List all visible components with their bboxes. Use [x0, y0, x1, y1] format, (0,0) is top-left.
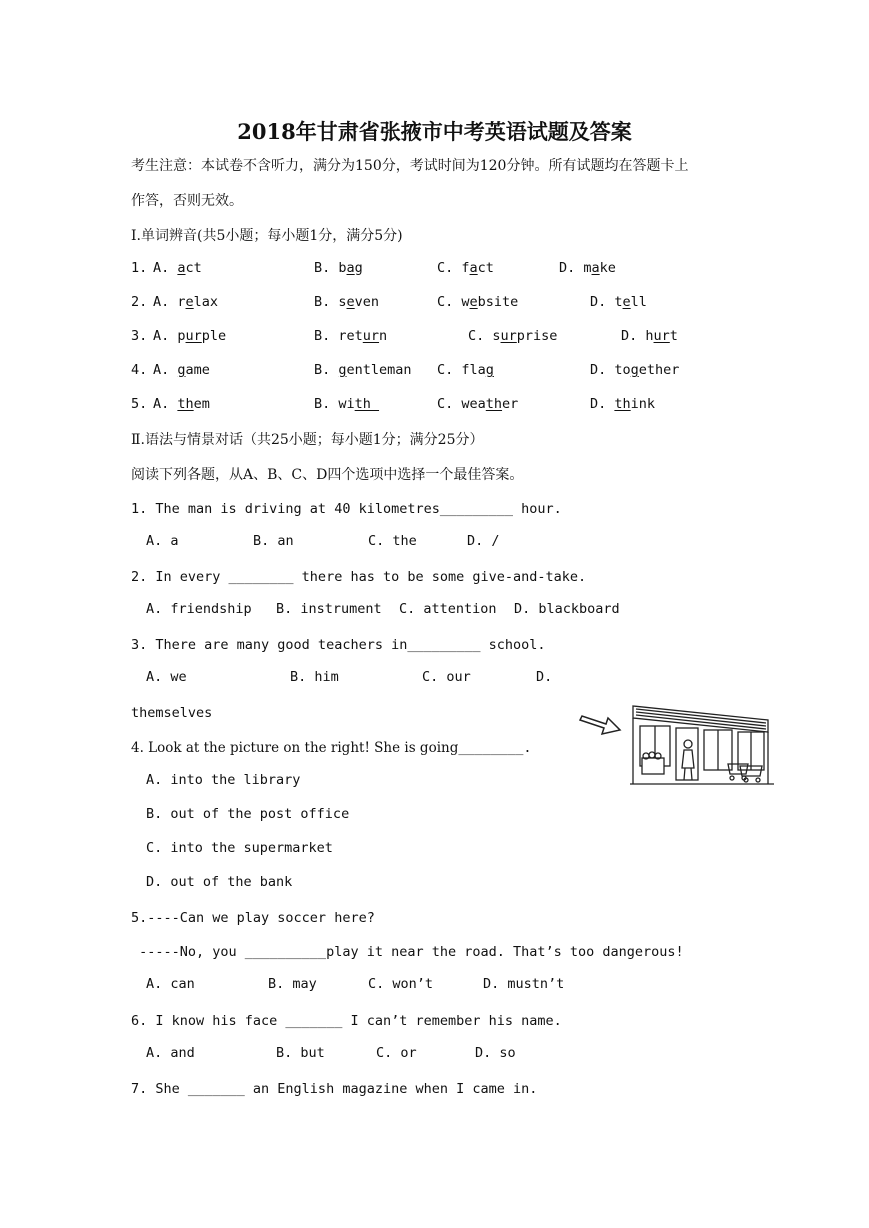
- page-title: 2018年甘肃省张掖市中考英语试题及答案: [237, 119, 632, 144]
- underlined-letters: a: [591, 260, 600, 276]
- option-label: B.: [314, 362, 339, 378]
- phonetics-q4-option-b: [314, 362, 412, 378]
- word-part: wi: [338, 396, 355, 412]
- word-part: wea: [461, 396, 486, 412]
- underlined-letters: e: [469, 294, 478, 310]
- phonetics-q1-option-b: [314, 260, 363, 276]
- phonetics-q2-option-c: [437, 294, 518, 310]
- word-part: bsite: [477, 294, 519, 310]
- word-part: ll: [630, 294, 647, 310]
- underlined-letters: e: [346, 294, 355, 310]
- question-3-stem: 3. There are many good teachers in_________ school.: [131, 637, 546, 653]
- q5-option-b: B. may: [268, 976, 317, 992]
- underlined-letters: g: [338, 362, 347, 378]
- phonetics-q3-option-d: [621, 328, 678, 344]
- option-label: D.: [559, 260, 584, 276]
- word-part: ct: [185, 260, 202, 276]
- underlined-letters: g: [177, 362, 186, 378]
- q5-option-c: C. won’t: [368, 976, 434, 992]
- underlined-letters: a: [177, 260, 186, 276]
- phonetics-q2-option-a: [153, 294, 218, 310]
- underlined-letters: th: [354, 396, 380, 412]
- notice-line-2: 作答，否则无效。: [131, 193, 243, 209]
- arrow-icon: [580, 716, 620, 734]
- q1-option-b: B. an: [253, 533, 294, 549]
- word-part: p: [177, 328, 186, 344]
- q4-option-a: A. into the library: [146, 772, 301, 788]
- word-part: g: [354, 260, 363, 276]
- underlined-letters: ur: [185, 328, 202, 344]
- option-label: A.: [153, 396, 178, 412]
- underlined-letters: th: [177, 396, 194, 412]
- word-part: ether: [638, 362, 680, 378]
- section-2-heading: Ⅱ.语法与情景对话（共25小题；每小题1分；满分25分）: [131, 432, 484, 448]
- underlined-letters: a: [469, 260, 478, 276]
- word-part: t: [614, 294, 623, 310]
- phonetics-q2-number: 2.: [131, 294, 148, 310]
- supermarket-picture: [578, 698, 780, 790]
- underlined-letters: g: [485, 362, 494, 378]
- word-part: s: [492, 328, 501, 344]
- word-part: ink: [630, 396, 656, 412]
- word-part: prise: [516, 328, 558, 344]
- option-label: B.: [314, 260, 339, 276]
- question-7-stem: 7. She _______ an English magazine when I came in.: [131, 1081, 538, 1097]
- underlined-letters: e: [185, 294, 194, 310]
- option-label: A.: [153, 294, 178, 310]
- word-part: m: [583, 260, 592, 276]
- phonetics-q5-option-d: [590, 396, 655, 412]
- option-label: B.: [314, 294, 339, 310]
- option-label: D.: [590, 362, 615, 378]
- word-part: entleman: [346, 362, 412, 378]
- phonetics-q3-option-a: [153, 328, 226, 344]
- word-part: ame: [185, 362, 210, 378]
- phonetics-q5-option-a: [153, 396, 210, 412]
- word-part: em: [193, 396, 210, 412]
- q4-option-c: C. into the supermarket: [146, 840, 333, 856]
- word-part: ret: [338, 328, 363, 344]
- underlined-letters: ur: [653, 328, 670, 344]
- underlined-letters: ur: [362, 328, 380, 344]
- option-label: C.: [437, 362, 462, 378]
- word-part: to: [614, 362, 631, 378]
- q2-option-d: D. blackboard: [514, 601, 620, 617]
- phonetics-q4-option-c: [437, 362, 494, 378]
- underlined-letters: th: [614, 396, 631, 412]
- word-part: s: [338, 294, 347, 310]
- word-part: b: [338, 260, 347, 276]
- question-5-line-2: -----No, you __________play it near the road. That’s too dangerous!: [131, 944, 684, 960]
- q3-option-c: C. our: [422, 669, 471, 685]
- word-part: f: [461, 260, 470, 276]
- option-label: D.: [621, 328, 646, 344]
- q4-stem-blank: ________.: [458, 740, 532, 756]
- phonetics-q1-number: 1.: [131, 260, 148, 276]
- q4-option-b: B. out of the post office: [146, 806, 350, 822]
- word-part: ple: [201, 328, 227, 344]
- section-1-heading: I.单词辨音(共5小题；每小题1分，满分5分): [131, 228, 403, 244]
- word-part: ct: [477, 260, 494, 276]
- question-4-stem: [131, 738, 532, 758]
- phonetics-q4-option-a: [153, 362, 210, 378]
- word-part: er: [502, 396, 519, 412]
- question-6-stem: 6. I know his face _______ I can’t remember his name.: [131, 1013, 562, 1029]
- option-label: A.: [153, 260, 178, 276]
- option-label: A.: [153, 362, 178, 378]
- option-label: C.: [468, 328, 493, 344]
- word-part: h: [645, 328, 654, 344]
- phonetics-q2-option-b: [314, 294, 379, 310]
- phonetics-q5-option-b: [314, 396, 379, 412]
- section-2-instruction: 阅读下列各题，从A、B、C、D四个选项中选择一个最佳答案。: [131, 467, 524, 483]
- phonetics-q5-option-c: [437, 396, 518, 412]
- word-part: ke: [599, 260, 616, 276]
- word-part: w: [461, 294, 470, 310]
- option-label: B.: [314, 396, 339, 412]
- phonetics-q1-option-a: [153, 260, 202, 276]
- phonetics-q1-option-d: [559, 260, 616, 276]
- q2-option-a: A. friendship: [146, 601, 252, 617]
- option-label: D.: [590, 396, 615, 412]
- word-part: ven: [354, 294, 380, 310]
- q3-option-b: B. him: [290, 669, 339, 685]
- question-5-line-1: 5.----Can we play soccer here?: [131, 910, 375, 926]
- word-part: fla: [461, 362, 486, 378]
- question-1-stem: 1. The man is driving at 40 kilometres_________ hour.: [131, 501, 562, 517]
- q5-option-d: D. mustn’t: [483, 976, 565, 992]
- q1-option-c: C. the: [368, 533, 417, 549]
- q6-option-c: C. or: [376, 1045, 417, 1061]
- phonetics-q4-option-d: [590, 362, 679, 378]
- option-label: C.: [437, 396, 462, 412]
- option-label: D.: [590, 294, 615, 310]
- phonetics-q3-option-b: [314, 328, 387, 344]
- phonetics-q2-option-d: [590, 294, 647, 310]
- phonetics-q3-option-c: [468, 328, 557, 344]
- q3-option-d: D.: [536, 669, 553, 685]
- q1-option-a: A. a: [146, 533, 179, 549]
- q6-option-b: B. but: [276, 1045, 325, 1061]
- q6-option-a: A. and: [146, 1045, 195, 1061]
- q4-stem-text: 4. Look at the picture on the right! She is going: [131, 740, 459, 756]
- phonetics-q4-number: 4.: [131, 362, 148, 378]
- q3-option-a: A. we: [146, 669, 187, 685]
- phonetics-q1-option-c: [437, 260, 494, 276]
- underlined-letters: th: [485, 396, 503, 412]
- phonetics-q3-number: 3.: [131, 328, 148, 344]
- q6-option-d: D. so: [475, 1045, 516, 1061]
- underlined-letters: e: [622, 294, 631, 310]
- word-part: t: [669, 328, 678, 344]
- word-part: n: [379, 328, 388, 344]
- option-label: B.: [314, 328, 339, 344]
- word-part: lax: [193, 294, 219, 310]
- q2-option-b: B. instrument: [276, 601, 382, 617]
- word-part: r: [177, 294, 186, 310]
- option-label: A.: [153, 328, 178, 344]
- notice-line-1: 考生注意：本试卷不含听力，满分为150分，考试时间为120分钟。所有试题均在答题卡上: [131, 158, 689, 174]
- option-label: C.: [437, 260, 462, 276]
- underlined-letters: ur: [500, 328, 517, 344]
- q5-option-a: A. can: [146, 976, 195, 992]
- phonetics-q5-number: 5.: [131, 396, 148, 412]
- q4-option-d: D. out of the bank: [146, 874, 293, 890]
- option-label: C.: [437, 294, 462, 310]
- q3-option-d-text: themselves: [131, 705, 213, 721]
- underlined-letters: g: [630, 362, 639, 378]
- question-2-stem: 2. In every ________ there has to be some give-and-take.: [131, 569, 587, 585]
- underlined-letters: a: [346, 260, 355, 276]
- q1-option-d: D. /: [467, 533, 500, 549]
- q2-option-c: C. attention: [399, 601, 497, 617]
